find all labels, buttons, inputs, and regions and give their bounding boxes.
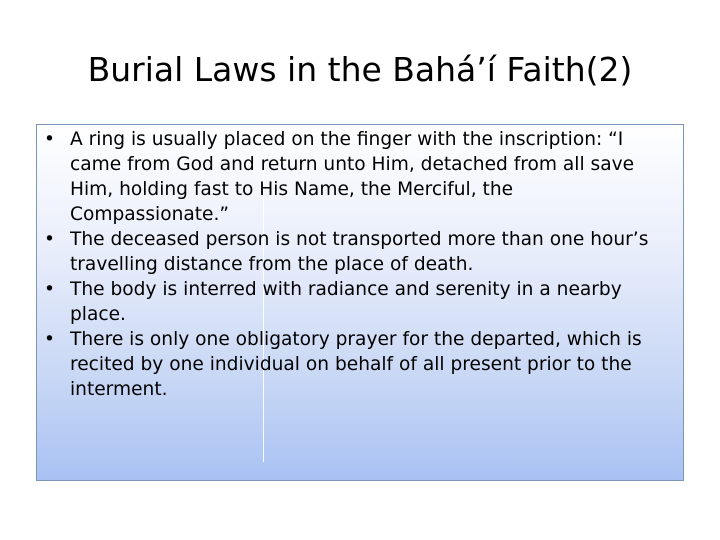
bullet-item — [44, 277, 676, 327]
bullet-text: The deceased person is not transported more than one hour’s travelling distance from the place of death. — [70, 229, 649, 275]
bullet-dot-icon: • — [44, 129, 55, 150]
bullet-dot-icon: • — [44, 329, 55, 350]
bullet-item — [44, 127, 676, 227]
slide-title: Burial Laws in the Bahá’í Faith(2) — [87, 50, 633, 89]
bullet-dot-icon: • — [44, 279, 55, 300]
bullet-item — [44, 327, 676, 402]
bullet-text: A ring is usually placed on the finger with the inscription: “I came from God and return unto Him, detached from all save Him, holding fast to His Name, the Merciful, the Compassionate.” — [70, 129, 635, 225]
bullet-item — [44, 227, 676, 277]
bullet-list — [44, 127, 676, 402]
bullet-text: The body is interred with radiance and serenity in a nearby place. — [70, 279, 622, 325]
bullet-dot-icon: • — [44, 229, 55, 250]
bullet-text: There is only one obligatory prayer for the departed, which is recited by one individual on behalf of all present prior to the interment. — [70, 329, 642, 400]
